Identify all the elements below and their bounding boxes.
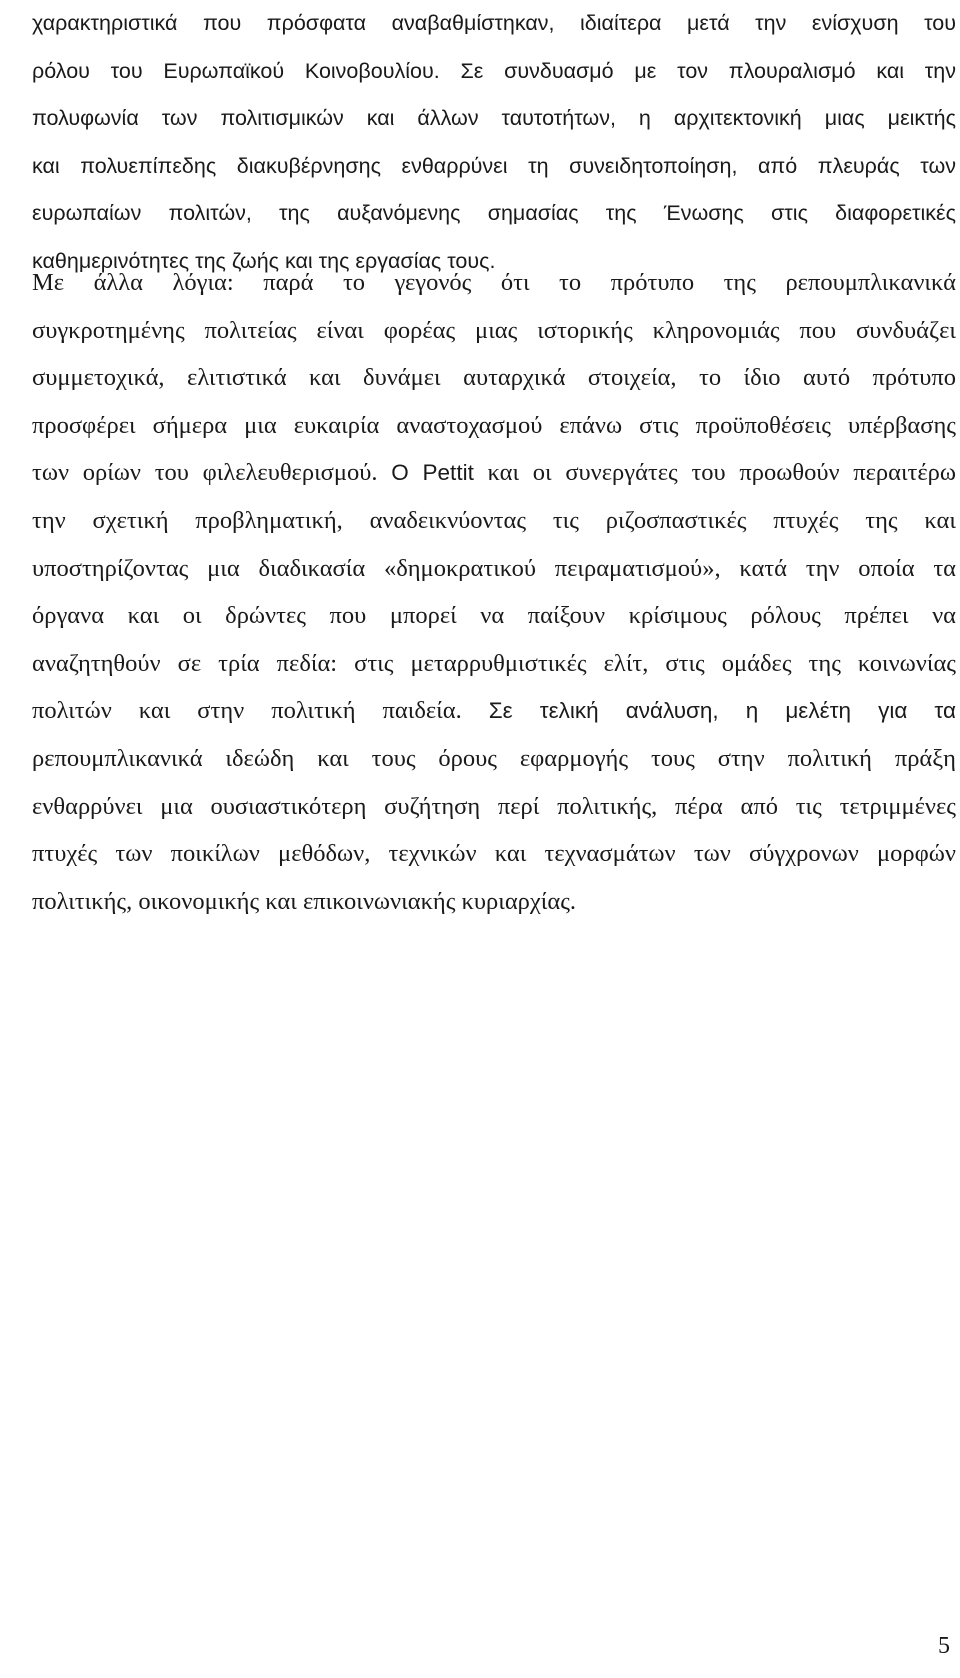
text-line: ευρωπαίων πολιτών, της αυξανόμενης σημασίας της Ένωσης στις διαφορετικές — [32, 201, 956, 226]
text-line: υποστηρίζοντας μια διαδικασία «δημοκρατικού πειραματισμού», κατά την οποία τα — [32, 554, 956, 582]
text-segment-sans: Σε τελική ανάλυση, η μελέτη για τα — [488, 698, 956, 724]
text-line: ρεπουμπλικανικά ιδεώδη και τους όρους εφαρμογής τους στην πολιτική πράξη — [32, 744, 956, 772]
text-line: πολυφωνία των πολιτισμικών και άλλων ταυτοτήτων, η αρχιτεκτονική μιας μεικτής — [32, 106, 956, 131]
text-line: συγκροτημένης πολιτείας είναι φορέας μιας ιστορικής κληρονομιάς που συνδυάζει — [32, 316, 956, 344]
text-line: την σχετική προβληματική, αναδεικνύοντας τις ριζοσπαστικές πτυχές της και — [32, 506, 956, 534]
text-line: αναζητηθούν σε τρία πεδία: στις μεταρρυθμιστικές ελίτ, στις ομάδες της κοινωνίας — [32, 649, 956, 677]
text-line: ρόλου του Ευρωπαϊκού Κοινοβουλίου. Σε συνδυασμό με τον πλουραλισμό και την — [32, 58, 956, 83]
text-segment: των ορίων του φιλελευθερισμού. — [32, 459, 378, 487]
paragraph-2 — [32, 259, 956, 925]
text-line: χαρακτηριστικά που πρόσφατα αναβαθμίστηκαν, ιδιαίτερα μετά την ενίσχυση του — [32, 11, 956, 35]
text-line: πτυχές των ποικίλων μεθόδων, τεχνικών και τεχνασμάτων των σύγχρονων μορφών — [32, 840, 956, 868]
text-line: συμμετοχικά, ελιτιστικά και δυνάμει αυταρχικά στοιχεία, το ίδιο αυτό πρότυπο — [32, 364, 956, 392]
text-line: Με άλλα λόγια: παρά το γεγονός ότι το πρότυπο της ρεπουμπλικανικά — [32, 269, 956, 296]
text-line: καθημερινότητες της ζωής και της εργασίας τους. — [32, 248, 496, 273]
text-line: όργανα και οι δρώντες που μπορεί να παίξουν κρίσιμους ρόλους πρέπει να — [32, 602, 956, 630]
text-segment: και οι συνεργάτες του προωθούν περαιτέρω — [487, 459, 957, 487]
text-line: ενθαρρύνει μια ουσιαστικότερη συζήτηση περί πολιτικής, πέρα από τις τετριμμένες — [32, 792, 956, 820]
text-line: και πολυεπίπεδης διακυβέρνησης ενθαρρύνει τη συνειδητοποίηση, από πλευράς των — [32, 153, 956, 178]
text-segment-sans: Ο Pettit — [391, 460, 474, 486]
text-line: πολιτικής, οικονομικής και επικοινωνιακής κυριαρχίας. — [32, 887, 577, 915]
text-line: προσφέρει σήμερα μια ευκαιρία αναστοχασμού επάνω στις προϋποθέσεις υπέρβασης — [32, 411, 956, 439]
page-number: 5 — [938, 1633, 950, 1659]
paragraph-1 — [32, 0, 956, 286]
text-line-mixed — [32, 687, 956, 735]
text-segment: πολιτών και στην πολιτική παιδεία. — [32, 697, 462, 725]
text-line-mixed — [32, 449, 956, 497]
